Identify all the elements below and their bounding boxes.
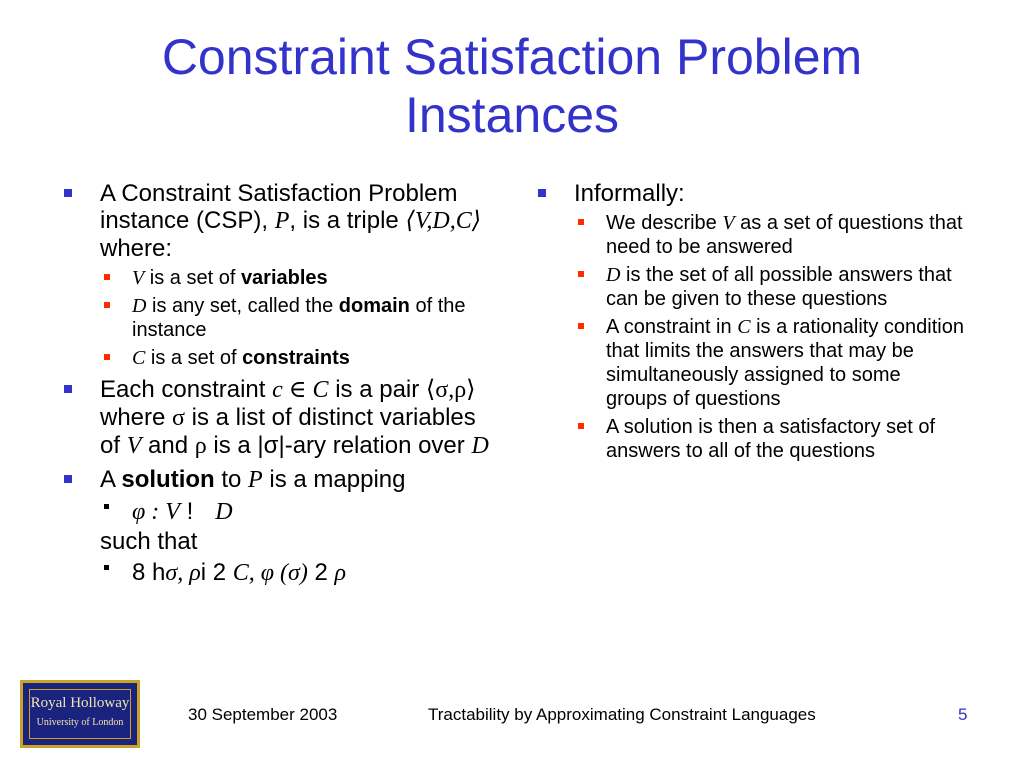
text: is the set of all possible answers that can be given to these questions — [606, 264, 952, 310]
bold-text: domain — [338, 295, 410, 317]
logo-text-line2: University of London — [36, 717, 124, 728]
sub-bullet-square-icon — [578, 423, 584, 429]
text: We describe — [606, 212, 723, 234]
math-rho: ρ — [334, 560, 347, 586]
bullet-csp-definition — [62, 180, 492, 370]
sub-bullet-square-icon — [104, 565, 109, 570]
sub-bullet-square-icon — [578, 271, 584, 277]
text: to — [214, 466, 249, 493]
math-d: D — [471, 433, 489, 459]
footer-date: 30 September 2003 — [188, 705, 338, 724]
text: as a set of questions that need to be answered — [606, 212, 963, 258]
math-v: V — [126, 433, 142, 459]
math-v: V — [132, 267, 145, 289]
sub-bullet-domain — [100, 294, 492, 342]
sub-bullet-square-icon — [104, 354, 110, 360]
bullet-square-icon — [64, 475, 72, 483]
text: of the instance — [132, 295, 466, 341]
math-pair: ⟨σ,ρ⟩ — [425, 377, 476, 403]
text: A constraint in — [606, 316, 738, 338]
text: is a pair — [328, 376, 426, 403]
university-logo — [20, 680, 140, 748]
sub-bullet-constraints — [100, 346, 492, 370]
text: is a set of — [144, 267, 241, 289]
text: where — [100, 404, 173, 431]
sub-bullet-solution — [574, 415, 966, 463]
text: i 2 — [200, 559, 233, 586]
sub-bullet-square-icon — [104, 274, 110, 280]
slide-title — [60, 28, 964, 144]
such-that-text: such that — [100, 528, 198, 555]
text: is a list of distinct variables of — [100, 404, 476, 459]
text: is a mapping — [262, 466, 406, 493]
text: 8 h — [132, 559, 166, 586]
bullet-square-icon — [538, 189, 546, 197]
math-rho: ρ — [194, 433, 207, 459]
math-d: D — [606, 264, 621, 286]
bullet-informally — [536, 180, 966, 463]
sub-bullet-square-icon — [104, 504, 109, 509]
text: is a set of — [145, 347, 243, 369]
text: is a rationality condition that limits the answers that may be simultaneously assigned to some groups of questions — [606, 316, 964, 410]
math-phi-v: φ : V — [132, 499, 180, 525]
sub-bullet-answers — [574, 263, 966, 311]
sub-bullet-rationality — [574, 315, 966, 411]
sub-bullet-questions — [574, 211, 966, 259]
math-c-phi-sigma: C, φ (σ) — [232, 560, 308, 586]
sub-bullet-variables — [100, 266, 492, 290]
logo-text-line1: Royal Holloway — [30, 695, 130, 711]
math-triple: ⟨V,D,C⟩ — [405, 208, 482, 234]
sub-bullet-square-icon — [104, 302, 110, 308]
slide-title-line1: Constraint Satisfaction Problem — [161, 29, 863, 85]
text: A Constraint Satisfaction Problem instance (CSP), — [100, 180, 458, 234]
footer-title: Tractability by Approximating Constraint Languages — [428, 705, 816, 724]
text: Each constraint — [100, 376, 273, 403]
sub-bullet-mapping — [100, 498, 492, 526]
text: is any set, called the — [146, 295, 339, 317]
sub-bullet-square-icon — [578, 219, 584, 225]
math-c: C — [132, 347, 146, 369]
text: A — [100, 466, 122, 493]
bullet-square-icon — [64, 189, 72, 197]
sub-bullet-condition — [100, 559, 492, 587]
page-number: 5 — [958, 705, 968, 724]
math-c-in-c: c ∈ C — [272, 377, 329, 403]
math-p: P — [274, 208, 290, 234]
math-p: P — [248, 467, 263, 493]
text: where: — [100, 235, 173, 262]
text: 2 — [307, 559, 335, 586]
math-sigma-rho: σ, ρ — [165, 560, 201, 586]
text: A solution is then a satisfactory set of answers to all of the questions — [606, 416, 936, 462]
math-sigma: σ — [172, 405, 185, 431]
bold-text: variables — [240, 267, 328, 289]
math-v: V — [722, 212, 735, 234]
text: ! — [186, 498, 194, 525]
bullet-each-constraint — [62, 376, 492, 460]
sub-bullet-square-icon — [578, 323, 584, 329]
left-column — [62, 180, 492, 593]
bullet-square-icon — [64, 385, 72, 393]
text: Informally: — [574, 180, 685, 207]
bullet-solution — [62, 466, 492, 587]
right-column — [536, 180, 966, 469]
text: is a |σ|-ary relation over — [206, 432, 472, 459]
bold-text: solution — [121, 466, 215, 493]
math-d: D — [215, 499, 233, 525]
math-c: C — [737, 316, 751, 338]
math-d: D — [132, 295, 147, 317]
text: , is a triple — [289, 207, 406, 234]
slide-title-line2: Instances — [404, 87, 619, 143]
text: and — [141, 432, 195, 459]
bold-text: constraints — [242, 347, 350, 369]
